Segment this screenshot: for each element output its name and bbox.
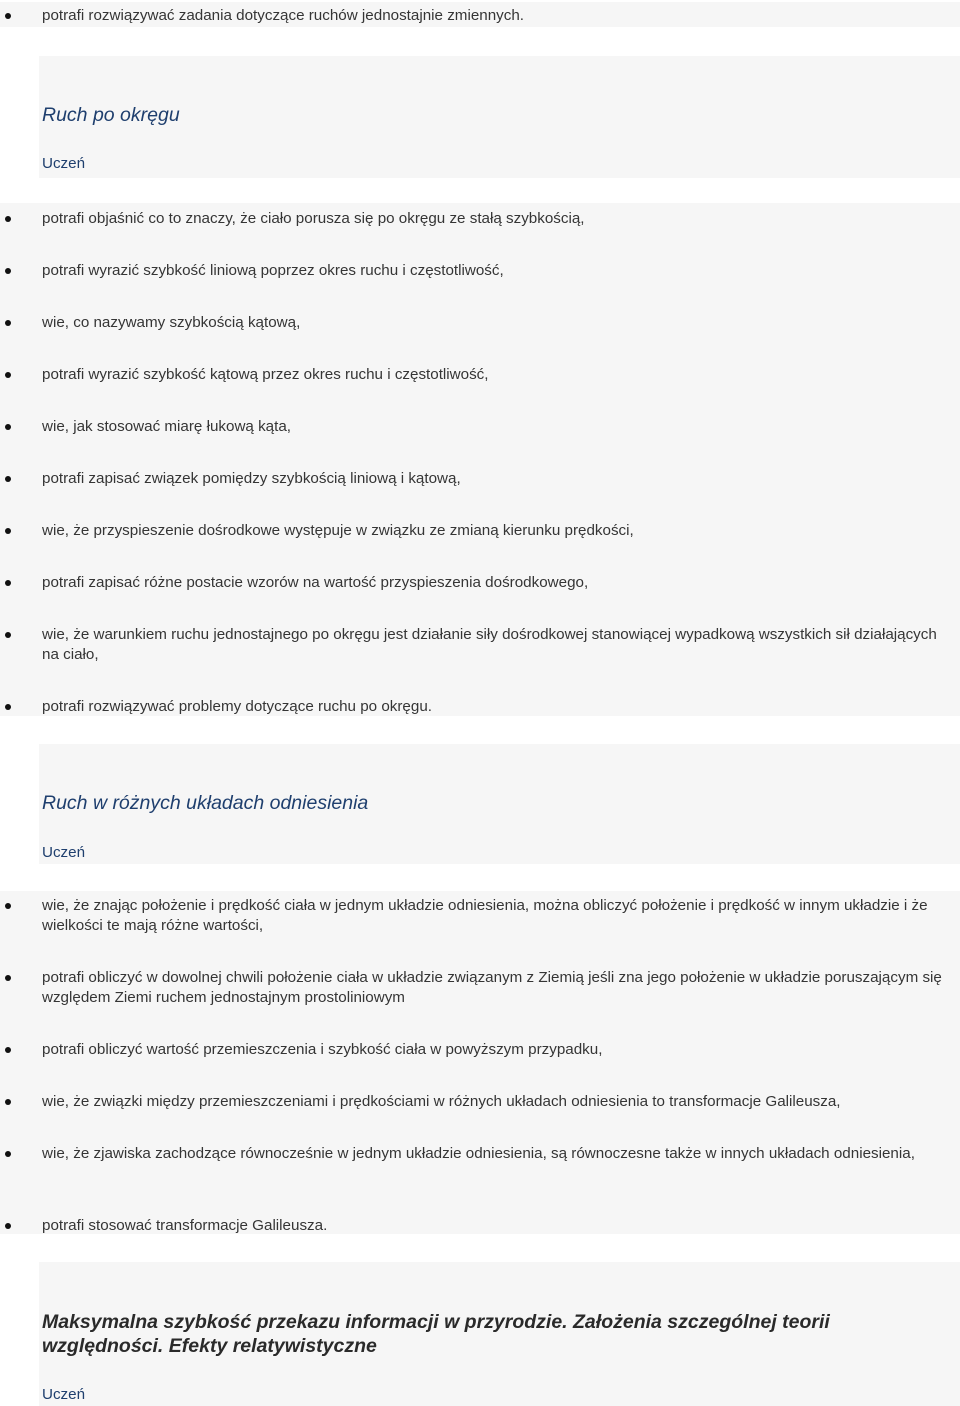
bullet-icon <box>5 975 11 981</box>
section-title: Ruch w różnych układach odniesienia <box>42 792 369 814</box>
bullet-icon <box>5 1099 11 1105</box>
section-subtitle: Uczeń <box>42 155 86 172</box>
bullet-icon <box>5 216 11 222</box>
section-subtitle: Uczeń <box>42 1386 86 1403</box>
list-item-text: potrafi zapisać różne postacie wzorów na wartość przyspieszenia dośrodkowego, <box>42 574 589 591</box>
list-item-text: wie, że zjawiska zachodzące równocześnie w jednym układzie odniesienia, są równoczesne także w innych układach odniesienia, <box>42 1145 915 1162</box>
bullet-icon <box>5 632 11 638</box>
list-item-text: potrafi rozwiązywać problemy dotyczące ruchu po okręgu. <box>42 698 432 715</box>
bullet-icon <box>5 1047 11 1053</box>
bullet-icon <box>5 903 11 909</box>
list-item-text: potrafi objaśnić co to znaczy, że ciało porusza się po okręgu ze stałą szybkością, <box>42 210 585 227</box>
section-title: Ruch po okręgu <box>42 104 180 126</box>
bullet-icon <box>5 528 11 534</box>
list-item-text: wie, jak stosować miarę łukową kąta, <box>42 418 292 435</box>
list-item-text: potrafi rozwiązywać zadania dotyczące ruchów jednostajnie zmiennych. <box>42 7 525 24</box>
section-subtitle: Uczeń <box>42 844 86 861</box>
bullet-icon <box>5 580 11 586</box>
list-item-text: potrafi obliczyć wartość przemieszczenia i szybkość ciała w powyższym przypadku, <box>42 1041 603 1058</box>
list-item-text: wie, co nazywamy szybkością kątową, <box>42 314 301 331</box>
section-title: Maksymalna szybkość przekazu informacji w przyrodzie. Założenia szczególnej teorii względności. Efekty relatywistyczne <box>42 1311 830 1357</box>
bullet-icon <box>5 13 11 19</box>
bullet-icon <box>5 476 11 482</box>
bullet-icon <box>5 268 11 274</box>
bullet-icon <box>5 1151 11 1157</box>
bullet-icon <box>5 1223 11 1229</box>
section-2-list-band <box>0 891 960 1234</box>
list-item-text: wie, że związki między przemieszczeniami i prędkościami w różnych układach odniesienia to transformacje Galileusza, <box>42 1093 841 1110</box>
bullet-icon <box>5 704 11 710</box>
bullet-icon <box>5 372 11 378</box>
list-item-text: wie, że warunkiem ruchu jednostajnego po okręgu jest działanie siły dośrodkowej stanowiącej wypadkową wszystkich sił działających na ciało, <box>42 626 937 663</box>
bullet-icon <box>5 320 11 326</box>
list-item-text: wie, że przyspieszenie dośrodkowe występuje w związku ze zmianą kierunku prędkości, <box>42 522 634 539</box>
list-item-text: wie, że znając położenie i prędkość ciała w jednym układzie odniesienia, można obliczyć położenie i prędkość w innym układzie i że wielkości te mają różne wartości, <box>42 897 928 934</box>
list-item-text: potrafi wyrazić szybkość liniową poprzez okres ruchu i częstotliwość, <box>42 262 504 279</box>
list-item-text: potrafi zapisać związek pomiędzy szybkością liniową i kątową, <box>42 470 461 487</box>
list-item-text: potrafi stosować transformacje Galileusza. <box>42 1217 328 1234</box>
bullet-icon <box>5 424 11 430</box>
list-item-text: potrafi obliczyć w dowolnej chwili położenie ciała w układzie związanym z Ziemią jeśli zna jego położenie w układzie poruszającym się względem Ziemi ruchem jednostajnym prostoliniowym <box>42 969 942 1006</box>
list-item-text: potrafi wyrazić szybkość kątową przez okres ruchu i częstotliwość, <box>42 366 489 383</box>
